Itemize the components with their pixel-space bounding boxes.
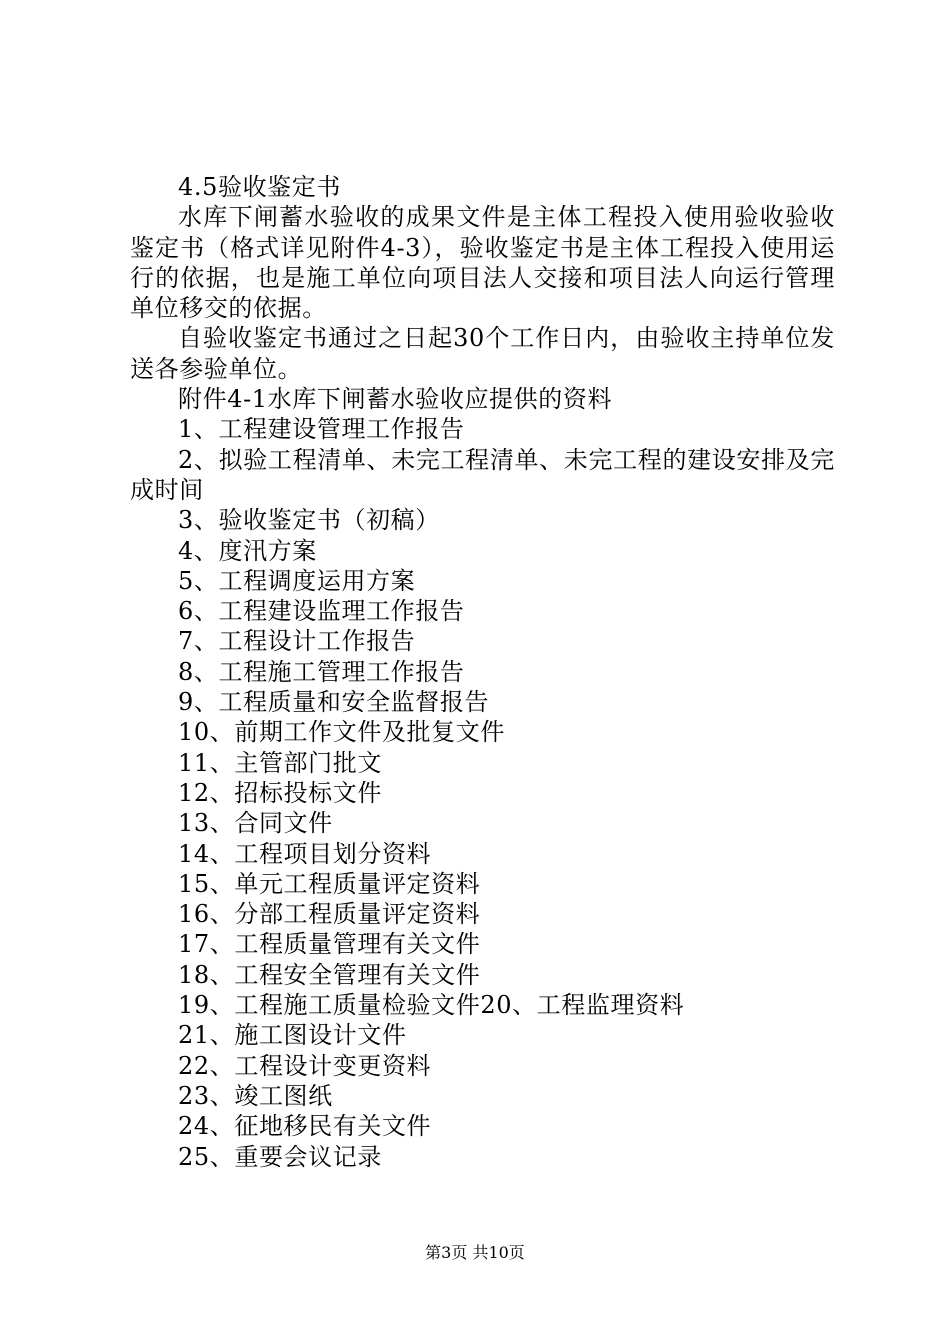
list-item: 14、工程项目划分资料 <box>178 839 432 868</box>
list-item: 4、度汛方案 <box>178 536 317 565</box>
list-item: 24、征地移民有关文件 <box>178 1112 432 1141</box>
document-body <box>130 172 835 1172</box>
list-item: 5、工程调度运用方案 <box>178 566 416 595</box>
list-item: 11、主管部门批文 <box>178 748 382 777</box>
list-item: 8、工程施工管理工作报告 <box>178 657 465 686</box>
list-item: 15、单元工程质量评定资料 <box>178 869 481 898</box>
list-item: 23、竣工图纸 <box>178 1081 333 1110</box>
list-item: 19、工程施工质量检验文件20、工程监理资料 <box>178 991 685 1020</box>
list-item: 10、前期工作文件及批复文件 <box>178 718 505 747</box>
list-item: 1、工程建设管理工作报告 <box>178 415 465 444</box>
section-heading: 4.5验收鉴定书 <box>178 173 341 201</box>
list-item: 18、工程安全管理有关文件 <box>178 960 481 989</box>
list-item: 16、分部工程质量评定资料 <box>178 900 481 929</box>
list-item: 6、工程建设监理工作报告 <box>178 597 465 626</box>
list-item: 3、验收鉴定书（初稿） <box>178 506 440 535</box>
list-item: 7、工程设计工作报告 <box>178 627 416 656</box>
paragraph-result-document: 水库下闸蓄水验收的成果文件是主体工程投入使用验收验收鉴定书（格式详见附件4-3），验收鉴定书是主体工程投入使用运行的依据，也是施工单位向项目法人交接和项目法人向运行管理单位移交的依据。 <box>130 203 835 323</box>
paragraph-delivery: 自验收鉴定书通过之日起30个工作日内，由验收主持单位发送各参验单位。 <box>130 324 835 383</box>
list-item: 17、工程质量管理有关文件 <box>178 930 481 959</box>
appendix-heading: 附件4-1水库下闸蓄水验收应提供的资料 <box>178 385 613 414</box>
list-item: 12、招标投标文件 <box>178 778 382 807</box>
page-number-footer: 第3页 共10页 <box>425 1243 525 1262</box>
list-item: 25、重要会议记录 <box>178 1142 382 1171</box>
list-item: 2、拟验工程清单、未完工程清单、未完工程的建设安排及完成时间 <box>130 445 835 504</box>
list-item: 21、施工图设计文件 <box>178 1021 407 1050</box>
list-item: 22、工程设计变更资料 <box>178 1051 432 1080</box>
list-item: 13、合同文件 <box>178 809 333 838</box>
list-item: 9、工程质量和安全监督报告 <box>178 688 490 717</box>
